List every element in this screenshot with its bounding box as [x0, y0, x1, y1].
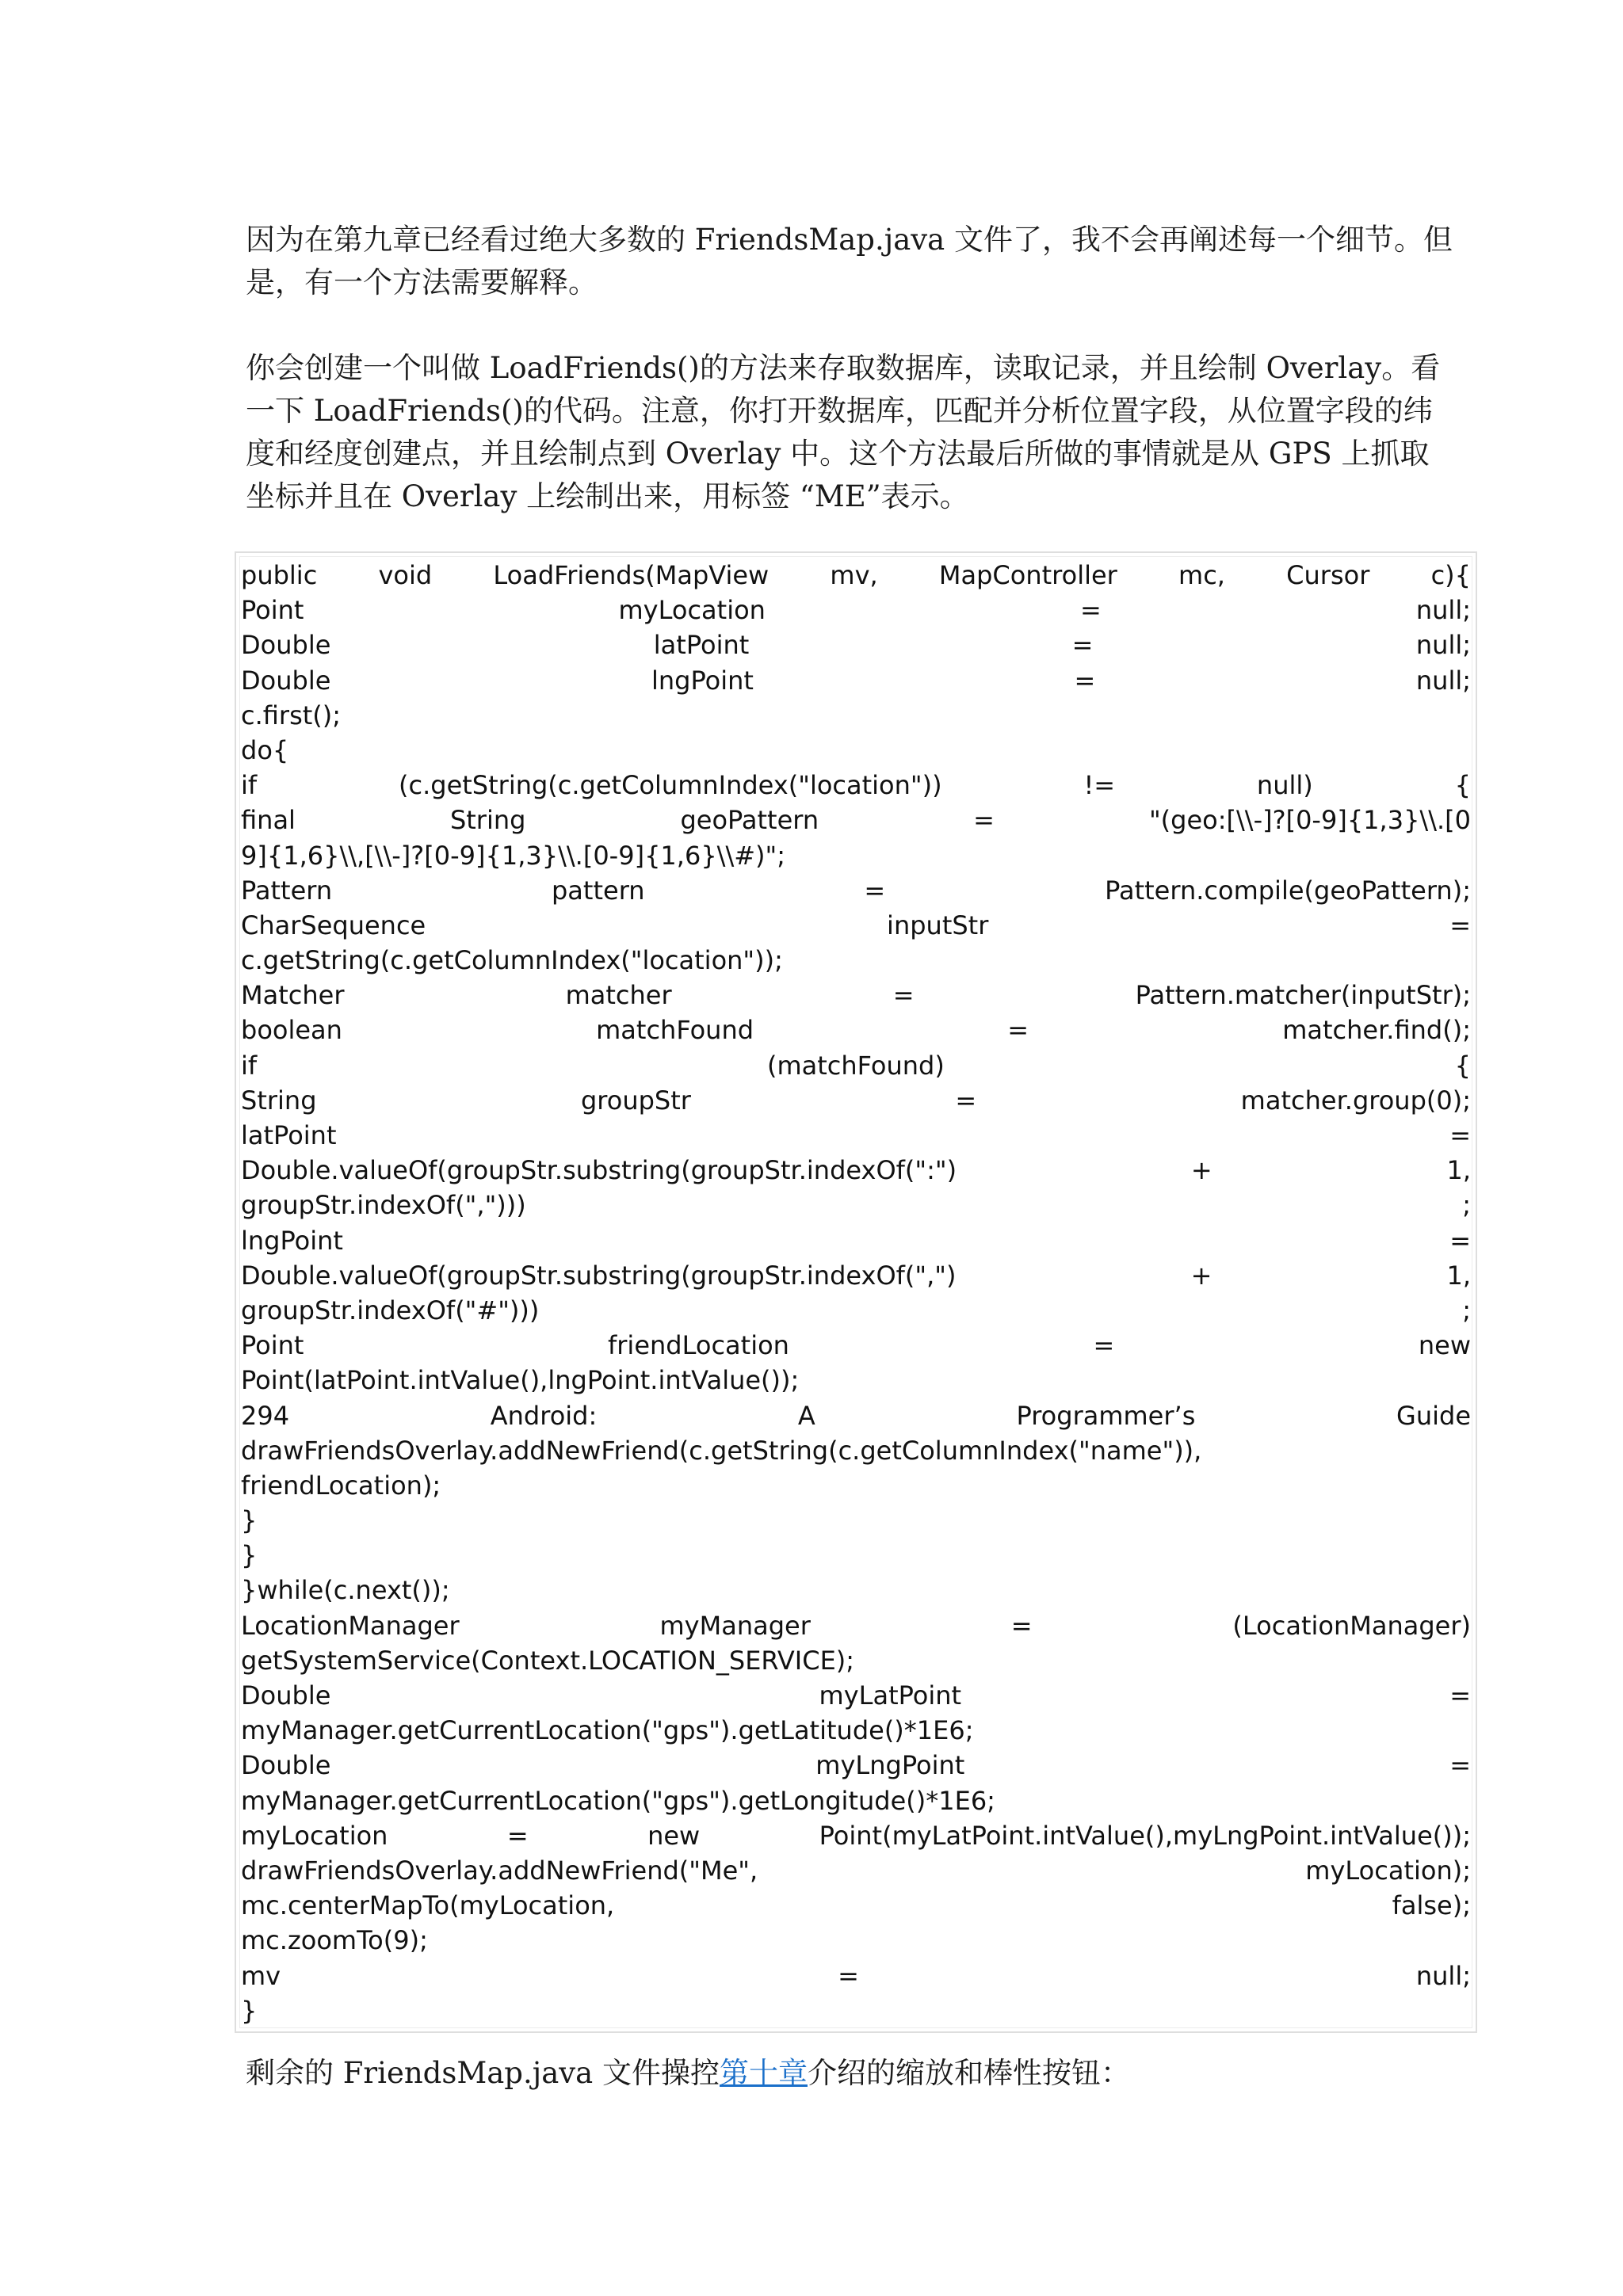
closing-paragraph — [246, 2052, 1387, 2095]
code-line — [241, 1293, 1471, 1328]
code-token: = — [506, 1820, 529, 1851]
code-token: c.getString(c.getColumnIndex("location")); — [241, 945, 783, 976]
code-token: Android: — [490, 1400, 598, 1431]
code-token: Double.valueOf(groupStr.substring(groupStr.indexOf(",") — [241, 1260, 957, 1291]
code-token: do{ — [241, 734, 289, 765]
code-line — [241, 1118, 1471, 1153]
code-line — [241, 1643, 1471, 1678]
code-token: Double — [241, 1680, 331, 1711]
code-line — [241, 803, 1471, 837]
code-token: (LocationManager) — [1232, 1610, 1471, 1641]
code-token: new — [1418, 1330, 1471, 1361]
code-line — [241, 1888, 1471, 1923]
code-token: = — [892, 980, 915, 1011]
code-token: = — [1449, 1750, 1471, 1781]
intro-line: 是，有一个方法需要解释。 — [246, 265, 598, 299]
code-token: Double — [241, 665, 331, 696]
code-token: inputStr — [887, 910, 989, 940]
code-line — [241, 1818, 1471, 1853]
code-token: } — [241, 1540, 258, 1571]
code-line — [241, 978, 1471, 1013]
code-token: Programmer’s — [1016, 1400, 1196, 1431]
code-token: 1, — [1446, 1155, 1471, 1186]
code-line — [241, 627, 1471, 662]
code-line — [241, 1608, 1471, 1643]
code-token: { — [1454, 770, 1471, 801]
description-paragraph — [246, 347, 1441, 518]
code-line — [241, 1083, 1471, 1118]
code-token: drawFriendsOverlay.addNewFriend(c.getString(c.getColumnIndex("name")), — [241, 1435, 1202, 1466]
code-token: c){ — [1430, 560, 1471, 590]
description-line: 一下 LoadFriends()的代码。注意，你打开数据库，匹配并分析位置字段，从位置字段的纬 — [246, 394, 1433, 428]
code-token: = — [1071, 630, 1094, 661]
code-token: }while(c.next()); — [241, 1575, 450, 1606]
code-token: mv, — [830, 560, 878, 590]
code-token: = — [1093, 1330, 1115, 1361]
code-token: myManager.getCurrentLocation("gps").getLatitude()*1E6; — [241, 1715, 974, 1746]
code-line — [241, 1433, 1471, 1468]
code-token: ; — [1462, 1190, 1471, 1221]
code-token: String — [449, 805, 526, 836]
code-line — [241, 873, 1471, 908]
code-token: = — [1449, 1120, 1471, 1150]
code-line — [241, 1538, 1471, 1573]
code-token: + — [1190, 1155, 1212, 1186]
code-line — [241, 1223, 1471, 1258]
code-token: lngPoint — [241, 1225, 343, 1256]
code-line — [241, 1188, 1471, 1222]
code-token: latPoint — [653, 630, 750, 661]
code-token: Double — [241, 1750, 331, 1781]
code-token: matcher.find(); — [1282, 1015, 1471, 1046]
code-token: null; — [1415, 1960, 1471, 1991]
description-line: 你会创建一个叫做 LoadFriends()的方法来存取数据库，读取记录，并且绘制 Overlay。看 — [246, 351, 1441, 385]
code-token: != — [1083, 770, 1116, 801]
code-token: groupStr.indexOf(","))) — [241, 1190, 526, 1221]
code-token: mc.centerMapTo(myLocation, — [241, 1890, 615, 1921]
code-line — [241, 1013, 1471, 1047]
code-token: myLngPoint — [815, 1750, 965, 1781]
code-token: Double.valueOf(groupStr.substring(groupStr.indexOf(":") — [241, 1155, 957, 1186]
code-token: CharSequence — [241, 910, 426, 940]
code-token: = — [1080, 595, 1102, 626]
code-line — [241, 1048, 1471, 1083]
chapter-ten-link[interactable]: 第十章 — [720, 2056, 808, 2090]
description-line: 度和经度创建点，并且绘制点到 Overlay 中。这个方法最后所做的事情就是从 GPS 上抓取 — [246, 437, 1430, 471]
code-token: friendLocation); — [241, 1470, 441, 1501]
code-line — [241, 1503, 1471, 1538]
code-line — [241, 698, 1471, 733]
code-token: } — [241, 1505, 258, 1536]
code-line — [241, 768, 1471, 803]
code-line — [241, 1853, 1471, 1888]
code-line — [241, 1258, 1471, 1293]
code-line — [241, 908, 1471, 943]
code-token: 294 — [241, 1400, 290, 1431]
code-token: Cursor — [1286, 560, 1370, 590]
code-token: myLocation — [241, 1820, 388, 1851]
code-line — [241, 1468, 1471, 1503]
code-token: matcher — [565, 980, 672, 1011]
code-token: drawFriendsOverlay.addNewFriend("Me", — [241, 1855, 758, 1886]
code-line — [241, 1783, 1471, 1818]
code-token: pattern — [551, 875, 645, 906]
code-token: public — [241, 560, 318, 590]
code-token: Pattern — [241, 875, 333, 906]
code-line — [241, 1573, 1471, 1608]
code-token: null; — [1415, 630, 1471, 661]
code-block — [241, 558, 1471, 2028]
code-token: mc, — [1178, 560, 1225, 590]
code-line — [241, 1713, 1471, 1748]
code-token: myManager — [659, 1610, 811, 1641]
code-token: myLatPoint — [819, 1680, 962, 1711]
code-line — [241, 558, 1471, 593]
code-token: matcher.group(0); — [1240, 1085, 1471, 1116]
code-token: = — [1449, 1225, 1471, 1256]
code-line — [241, 1748, 1471, 1783]
code-token: if — [241, 1050, 258, 1081]
code-token: = — [838, 1960, 859, 1991]
code-token: final — [241, 805, 296, 836]
code-line — [241, 1993, 1471, 2028]
code-token: MapController — [938, 560, 1117, 590]
code-token: getSystemService(Context.LOCATION_SERVICE); — [241, 1645, 855, 1676]
code-token: latPoint — [241, 1120, 337, 1150]
intro-line: 因为在第九章已经看过绝大多数的 FriendsMap.java 文件了，我不会再阐述每一个细节。但 — [246, 223, 1453, 257]
code-token: null; — [1415, 595, 1471, 626]
code-token: Matcher — [241, 980, 345, 1011]
code-token: (matchFound) — [766, 1050, 945, 1081]
code-token: (c.getString(c.getColumnIndex("location")) — [399, 770, 942, 801]
code-token: Point(myLatPoint.intValue(),myLngPoint.intValue()); — [819, 1820, 1471, 1851]
code-token: boolean — [241, 1015, 342, 1046]
code-line — [241, 663, 1471, 698]
code-token: = — [1449, 910, 1471, 940]
code-token: = — [973, 805, 995, 836]
closing-text-after: 介绍的缩放和棒性按钮： — [808, 2056, 1130, 2090]
code-line — [241, 1363, 1471, 1398]
code-token: 1, — [1446, 1260, 1471, 1291]
code-token: new — [647, 1820, 701, 1851]
code-token: lngPoint — [651, 665, 754, 696]
description-line: 坐标并且在 Overlay 上绘制出来，用标签 “ME”表示。 — [246, 479, 969, 513]
code-token: myLocation); — [1305, 1855, 1471, 1886]
code-token: void — [378, 560, 433, 590]
code-line — [241, 838, 1471, 873]
code-token: Pattern.matcher(inputStr); — [1135, 980, 1471, 1011]
code-token: geoPattern — [680, 805, 819, 836]
code-token: LocationManager — [241, 1610, 460, 1641]
code-token: groupStr — [580, 1085, 691, 1116]
intro-paragraph — [246, 219, 1453, 304]
code-token: friendLocation — [608, 1330, 789, 1361]
code-token: = — [1010, 1610, 1033, 1641]
code-token: mv — [241, 1960, 281, 1991]
code-line — [241, 943, 1471, 978]
code-token: c.first(); — [241, 700, 342, 730]
code-token: Point — [241, 1330, 304, 1361]
code-token: + — [1190, 1260, 1212, 1291]
code-line — [241, 1153, 1471, 1188]
code-token: null) — [1256, 770, 1313, 801]
code-line — [241, 593, 1471, 627]
code-line — [241, 1923, 1471, 1958]
code-token: mc.zoomTo(9); — [241, 1925, 428, 1956]
code-token: matchFound — [596, 1015, 754, 1046]
code-token: = — [1449, 1680, 1471, 1711]
code-line — [241, 1328, 1471, 1363]
code-token: null; — [1415, 665, 1471, 696]
closing-line — [246, 2052, 1387, 2095]
code-token: myManager.getCurrentLocation("gps").getLongitude()*1E6; — [241, 1785, 995, 1816]
code-line — [241, 1398, 1471, 1433]
code-token: String — [241, 1085, 317, 1116]
code-token: Point — [241, 595, 304, 626]
code-token: if — [241, 770, 258, 801]
code-token: Pattern.compile(geoPattern); — [1105, 875, 1471, 906]
code-token: 9]{1,6}\\,[\\-]?[0-9]{1,3}\\.[0-9]{1,6}\\#)"; — [241, 840, 786, 871]
code-token: = — [1074, 665, 1096, 696]
code-token: "(geo:[\\-]?[0-9]{1,3}\\.[0 — [1148, 805, 1471, 836]
code-token: ; — [1462, 1295, 1471, 1325]
code-token: Guide — [1396, 1400, 1471, 1431]
code-token: = — [1007, 1015, 1029, 1046]
code-token: = — [864, 875, 886, 906]
code-line — [241, 1678, 1471, 1713]
code-token: = — [955, 1085, 977, 1116]
code-token: LoadFriends(MapView — [493, 560, 769, 590]
code-token: Double — [241, 630, 331, 661]
code-token: { — [1454, 1050, 1471, 1081]
code-token: false); — [1392, 1890, 1471, 1921]
code-token: A — [797, 1400, 815, 1431]
code-token: groupStr.indexOf("#"))) — [241, 1295, 540, 1325]
code-line — [241, 733, 1471, 768]
code-token: myLocation — [618, 595, 766, 626]
code-line — [241, 1958, 1471, 1993]
closing-text-before: 剩余的 FriendsMap.java 文件操控 — [246, 2056, 720, 2090]
code-token: Point(latPoint.intValue(),lngPoint.intValue()); — [241, 1365, 800, 1396]
code-token: } — [241, 1995, 258, 2026]
